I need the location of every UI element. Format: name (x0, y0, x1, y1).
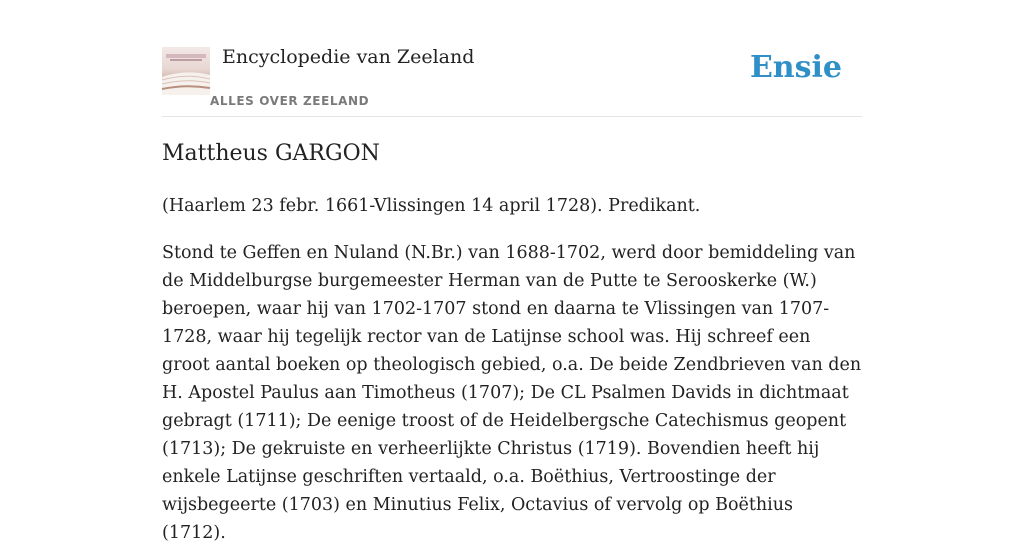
site-subtitle: ALLES OVER ZEELAND (210, 94, 370, 108)
ensie-logo-link[interactable]: Ensie (749, 50, 842, 85)
site-avatar[interactable] (162, 47, 210, 95)
article (162, 138, 862, 547)
site-header (162, 0, 862, 117)
site-title[interactable]: Encyclopedie van Zeeland (222, 46, 475, 68)
article-body: Stond te Geffen en Nuland (N.Br.) van 1688-1702, werd door bemiddeling van de Middelburgse burgemeester Herman van de Putte te Serooskerke (W.) beroepen, waar hij van 1702-1707 stond en daarna te Vlissingen van 1707-1728, waar hij tegelijk rector van de Latijnse school was. Hij schreef een groot aantal boeken op theologisch gebied, o.a. De beide Zendbrieven van den H. Apostel Paulus aan Timotheus (1707); De CL Psalmen Davids in dichtmaat gebragt (1711); De eenige troost of de Heidelbergsche Catechismus geopent (1713); De gekruiste en verheerlijkte Christus (1719). Bovendien heeft hij enkele Latijnse geschriften vertaald, o.a. Boëthius, Vertroostinge der wijsbegeerte (1703) en Minutius Felix, Octavius of vervolg op Boëthius (1712). (162, 243, 862, 543)
book-image-icon (162, 47, 210, 95)
article-lead: (Haarlem 23 febr. 1661-Vlissingen 14 april 1728). Predikant. (162, 196, 701, 216)
article-title: Mattheus GARGON (162, 141, 380, 166)
